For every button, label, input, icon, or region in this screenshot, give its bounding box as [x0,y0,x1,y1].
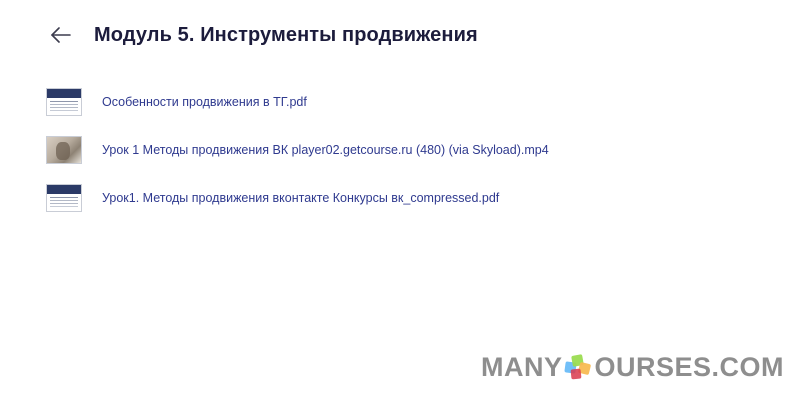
list-item[interactable] [46,128,800,172]
watermark-right-text: OURSES.COM [594,352,784,382]
watermark-left-text: MANY [480,352,563,382]
page-title: Модуль 5. Инструменты продвижения [94,23,478,46]
arrow-left-icon [50,27,72,43]
pdf-thumbnail-icon [46,184,82,212]
file-name-link[interactable]: Особенности продвижения в ТГ.pdf [102,95,307,109]
page-header [0,0,800,52]
color-squares-logo-icon [563,353,593,383]
list-item[interactable] [46,80,800,124]
file-name-link[interactable]: Урок1. Методы продвижения вконтакте Конкурсы вк_compressed.pdf [102,191,500,205]
file-list [0,80,800,220]
watermark [481,352,784,383]
file-name-link[interactable]: Урок 1 Методы продвижения ВК player02.getcourse.ru (480) (via Skyload).mp4 [102,143,549,157]
back-button[interactable] [46,20,76,50]
video-thumbnail-icon [46,136,82,164]
pdf-thumbnail-icon [46,88,82,116]
list-item[interactable] [46,176,800,220]
